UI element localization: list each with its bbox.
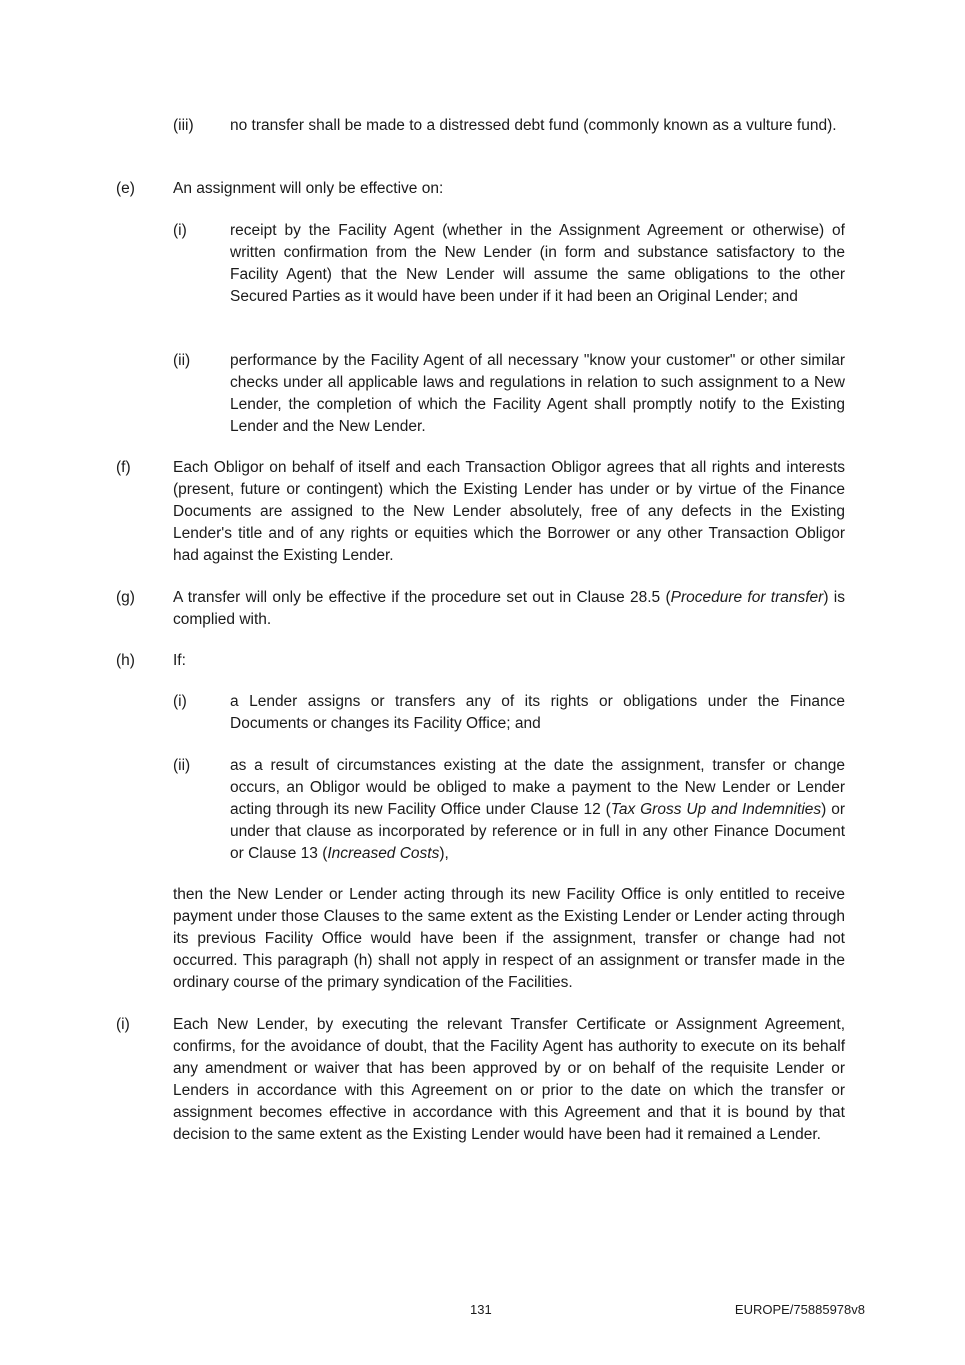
item-label: (h): [116, 652, 135, 669]
item-text: no transfer shall be made to a distressed debt fund (commonly known as a vulture fund).: [230, 117, 837, 134]
clause-title: Tax Gross Up and Indemnities: [610, 801, 822, 818]
page-number: 131: [470, 1302, 492, 1317]
item-text: Each New Lender, by executing the relevant Transfer Certificate or Assignment Agreement, confirms, for the avoidance of doubt, that the Facility Agent has authority to execute on its behalf any amendment or waiver that has been approved by or on behalf of the requisite Lender or Lenders in accordance with this Agreement on or prior to the date on which the transfer or assignment becomes effective in accordance with this Agreement and that it is bound by that decision to the same extent as the Existing Lender would have been had it remained a Lender.: [173, 1016, 845, 1143]
item-text: performance by the Facility Agent of all necessary "know your customer" or other similar checks under all applicable laws and regulations in relation to such assignment to a New Lender, the completion of which the Facility Agent shall promptly notify to the Existing Lender and the New Lender.: [230, 352, 845, 435]
item-label: (g): [116, 589, 135, 606]
document-reference: EUROPE/75885978v8: [734, 1302, 865, 1317]
item-text: then the New Lender or Lender acting through its new Facility Office is only entitled to receive payment under those Clauses to the same extent as the Existing Lender or Lender acting through its previous Facility Office would have been if the assignment, transfer or change had not occurred. This paragraph (h) shall not apply in respect of an assignment or transfer made in the ordinary course of the primary syndication of the Facilities.: [173, 886, 845, 991]
item-label: (i): [173, 693, 187, 710]
clause-title: Increased Costs: [327, 845, 440, 862]
text-run: as a result of circumstances existing at the date the assignment, transfer or change occurs, an Obligor would be obliged to make a payment to the New Lender or Lender acting through its new Facility Office under Clause 12 (: [230, 757, 845, 818]
item-label: (i): [173, 222, 187, 239]
item-text: If:: [173, 652, 186, 669]
item-text: Each Obligor on behalf of itself and each Transaction Obligor agrees that all rights and interests (present, future or contingent) which the Existing Lender has under or by virtue of the Finance Documents are assigned to the New Lender absolutely, free of any defects in the Existing Lender's title and of any rights or equities which the Borrower or any other Transaction Obligor had against the Existing Lender.: [173, 459, 845, 564]
item-text: a Lender assigns or transfers any of its rights or obligations under the Finance Documents or changes its Facility Office; and: [230, 693, 845, 732]
text-run: ),: [439, 845, 449, 862]
item-text: [230, 755, 845, 865]
text-run: ) is complied with.: [173, 589, 845, 628]
item-label: (f): [116, 459, 131, 476]
item-label: (iii): [173, 117, 194, 134]
item-text: [173, 587, 845, 631]
item-text: receipt by the Facility Agent (whether in the Assignment Agreement or otherwise) of written confirmation from the New Lender (in form and substance satisfactory to the Facility Agent) that the New Lender will assume the same obligations to the other Secured Parties as it would have been under if it had been an Original Lender; and: [230, 222, 845, 305]
clause-title: Procedure for transfer: [670, 589, 824, 606]
item-label: (e): [116, 180, 135, 197]
item-label: (ii): [173, 352, 191, 369]
text-run: ) or under that clause as incorporated by reference or in full in any other Finance Document or Clause 13 (: [230, 801, 845, 862]
text-run: A transfer will only be effective if the procedure set out in Clause 28.5 (: [173, 589, 671, 606]
item-text: An assignment will only be effective on:: [173, 180, 444, 197]
item-label: (i): [116, 1016, 130, 1033]
item-label: (ii): [173, 757, 191, 774]
